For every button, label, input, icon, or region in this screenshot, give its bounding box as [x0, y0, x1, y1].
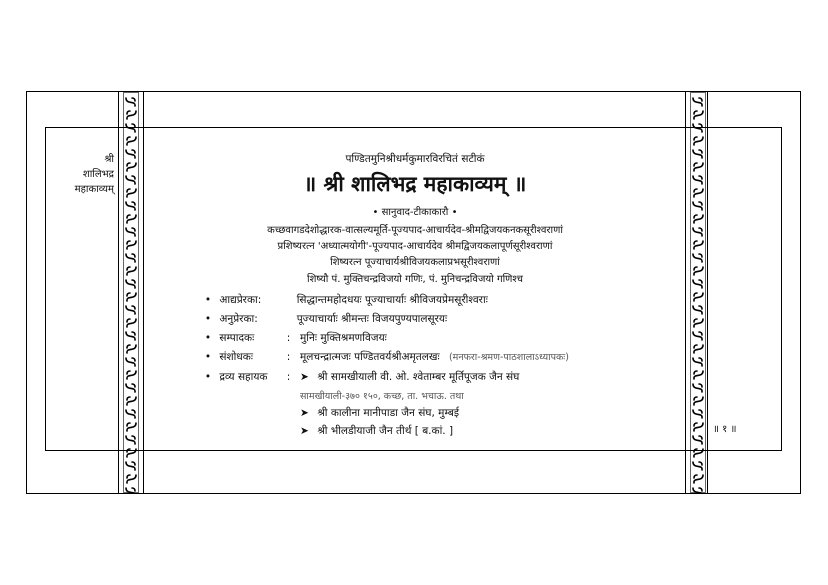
column-line-right-inner [685, 91, 686, 494]
inner-frame-top [45, 127, 782, 128]
author-line: पण्डितमुनिश्रीधर्मकुमारविरचितं सटीकं [345, 153, 485, 165]
bullet-icon: • [204, 313, 212, 325]
scroll-ornament [694, 319, 703, 327]
scroll-ornament [126, 254, 135, 262]
scroll-ornament [693, 150, 702, 158]
lineage-line-4: शिष्यौ पं. मुक्तिचन्द्रविजयो गणिः, पं. मुनिचन्द्रविजयो गणिश्च [307, 274, 523, 285]
scroll-ornament [127, 215, 136, 223]
scroll-ornament [127, 137, 136, 145]
scroll-ornament [126, 228, 135, 236]
scroll-ornament [126, 280, 135, 288]
detail-extra: (मनफरा-श्रमण-पाठशालाऽध्यापकः) [448, 352, 569, 363]
subtitle: • सानुवाद-टीकाकारौ • [372, 207, 458, 218]
scroll-ornament [127, 449, 136, 457]
scroll-ornament [693, 280, 702, 288]
detail-value: मुनिः मुक्तिश्रमणविजयः [300, 332, 387, 344]
scroll-ornament [693, 202, 702, 210]
side-title-line-1: श्री [104, 154, 114, 165]
side-title-line-3: महाकाव्यम् [74, 184, 114, 195]
scroll-ornament [693, 384, 702, 392]
scroll-ornament [127, 163, 136, 171]
scroll-ornament [694, 189, 703, 197]
page-number: ॥ १ ॥ [713, 424, 737, 435]
column-line-left-inner [143, 91, 144, 494]
bullet-icon: • [204, 332, 212, 344]
detail-label: आद्यप्रेरका: [219, 294, 262, 306]
detail-label: सम्पादकः [219, 332, 255, 344]
scroll-ornament [127, 475, 136, 483]
decorative-border-right [690, 92, 706, 493]
detail-row [200, 350, 569, 364]
detail-sep: : [286, 351, 291, 363]
donor-address: सामखीयाली-३७० १५०, कच्छ, ता. भचाऊ. तथा [300, 391, 464, 402]
arrow-icon: ➤ [300, 371, 309, 383]
scroll-ornament [127, 241, 136, 249]
scroll-ornament [126, 410, 135, 418]
scroll-ornament [127, 423, 136, 431]
outer-frame-left [26, 91, 27, 494]
scroll-ornament [693, 254, 702, 262]
scroll-ornament [126, 384, 135, 392]
bullet-icon: • [204, 371, 212, 383]
scroll-ornament [694, 449, 703, 457]
decorative-border-left [123, 92, 139, 493]
scroll-ornament [693, 124, 702, 132]
column-line-right-outer [707, 91, 708, 494]
scroll-ornament [127, 397, 136, 405]
scroll-ornament [126, 124, 135, 132]
detail-value: सिद्धान्तमहोदधयः पूज्याचार्याः श्रीविजयप्रेमसूरीश्वराः [296, 294, 488, 306]
detail-row [200, 331, 387, 345]
lineage-line-2: प्रशिष्यरत्न 'अध्यात्मयोगी'-पूज्यपाद-आचार्यदेव श्रीमद्विजयकलापूर्णसूरीश्वराणां [277, 241, 553, 252]
scroll-ornament [127, 267, 136, 275]
scroll-ornament [693, 176, 702, 184]
arrow-icon: ➤ [300, 407, 309, 419]
inner-frame-left [45, 127, 46, 451]
scroll-ornament [693, 358, 702, 366]
scroll-ornament [694, 137, 703, 145]
lineage-line-1: कच्छवागडदेशोद्धारक-वात्सल्यमूर्ति-पूज्यपाद-आचार्यदेव-श्रीमद्विजयकनकसूरीश्वराणां [267, 225, 563, 236]
scroll-ornament [694, 345, 703, 353]
detail-sep: : [286, 332, 291, 344]
scroll-ornament [126, 202, 135, 210]
bullet-icon: • [204, 294, 212, 306]
scroll-ornament [127, 189, 136, 197]
scroll-ornament [694, 163, 703, 171]
scroll-ornament [694, 423, 703, 431]
scroll-ornament [126, 176, 135, 184]
detail-value: पूज्याचार्याः श्रीमन्तः विजयपुण्यपालसूरयः [296, 313, 448, 325]
scroll-ornament [694, 215, 703, 223]
detail-row [200, 293, 488, 307]
donor-label: द्रव्य सहायक [219, 371, 268, 383]
donor-item-2: श्री कालीना मानीपाडा जैन संघ, मुम्बई [317, 407, 460, 419]
scroll-ornament [693, 228, 702, 236]
scroll-ornament [126, 358, 135, 366]
scroll-ornament [693, 98, 702, 106]
side-title-line-2: शालिभद्र [82, 169, 114, 180]
donor-item-1: श्री सामखीयाली वी. ओ. श्वेताम्बर मूर्तिपूजक जैन संघ [317, 371, 520, 383]
donor-sep: : [286, 371, 291, 383]
detail-row [200, 312, 447, 326]
arrow-icon: ➤ [300, 425, 309, 437]
donor-row [300, 406, 459, 420]
scroll-ornament [126, 436, 135, 444]
scroll-ornament [693, 462, 702, 470]
scroll-ornament [126, 332, 135, 340]
scroll-ornament [126, 150, 135, 158]
detail-label: अनुप्रेरका: [219, 313, 258, 325]
scroll-ornament [693, 306, 702, 314]
scroll-ornament [127, 371, 136, 379]
scroll-ornament [694, 241, 703, 249]
scroll-ornament [127, 319, 136, 327]
book-title: ॥ श्री शालिभद्र महाकाव्यम् ॥ [303, 172, 527, 196]
donor-row [200, 370, 519, 384]
scroll-ornament [694, 267, 703, 275]
scroll-ornament [694, 475, 703, 483]
scroll-ornament [126, 462, 135, 470]
scroll-ornament [127, 111, 136, 119]
scroll-ornament [693, 332, 702, 340]
scroll-ornament [694, 397, 703, 405]
outer-frame-right [800, 91, 801, 494]
bullet-icon: • [204, 351, 212, 363]
scroll-ornament [126, 98, 135, 106]
donor-item-3: श्री भीलडीयाजी जैन तीर्थ [ ब.कां. ] [317, 425, 454, 437]
detail-value: मूलचन्द्रात्मजः पण्डितवर्यश्रीअमृतलखः [300, 351, 440, 363]
scroll-ornament [693, 410, 702, 418]
side-title [50, 152, 114, 197]
donor-row [300, 424, 453, 438]
scroll-ornament [694, 111, 703, 119]
scroll-ornament [126, 306, 135, 314]
inner-frame-right [781, 127, 782, 451]
lineage-line-3: शिष्यरत्न पूज्याचार्यश्रीविजयकलाप्रभसूरीश्वराणां [330, 257, 500, 268]
scroll-ornament [693, 436, 702, 444]
scroll-ornament [694, 293, 703, 301]
scroll-ornament [127, 345, 136, 353]
detail-label: संशोधकः [219, 351, 253, 363]
inner-frame-bottom [45, 450, 782, 451]
scroll-ornament [127, 293, 136, 301]
scroll-ornament [694, 371, 703, 379]
column-line-left-outer [118, 91, 119, 494]
